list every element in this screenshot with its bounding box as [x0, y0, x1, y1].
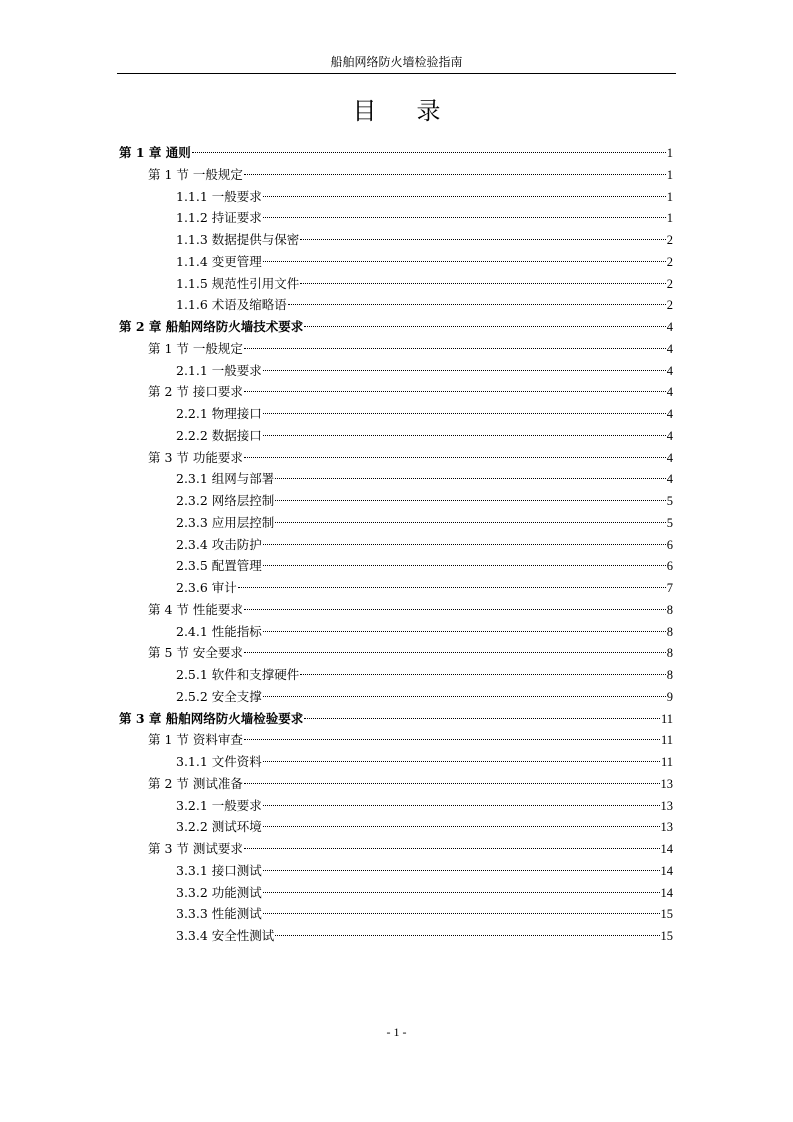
toc-entry[interactable]	[117, 294, 673, 316]
toc-entry-page: 1	[666, 146, 673, 160]
toc-leader-dots	[300, 239, 665, 240]
toc-entry[interactable]	[117, 338, 673, 360]
toc-entry[interactable]	[117, 751, 673, 773]
toc-entry-label: 1.1.4 变更管理	[176, 253, 262, 269]
toc-entry-label: 3.1.1 文件资料	[176, 754, 262, 769]
toc-leader-dots	[304, 326, 665, 327]
toc-leader-dots	[263, 370, 666, 371]
toc-leader-dots	[263, 435, 666, 436]
toc-entry-page: 2	[666, 298, 673, 313]
toc-leader-dots	[244, 174, 666, 175]
toc-leader-dots	[300, 283, 665, 284]
toc-entry-label: 3.2.1 一般要求	[176, 797, 262, 813]
toc-leader-dots	[275, 500, 665, 501]
toc-entry-page: 8	[666, 624, 673, 639]
toc-entry-label: 2.5.1 软件和支撑硬件	[176, 667, 300, 682]
toc-entry[interactable]	[117, 860, 673, 882]
toc-leader-dots	[263, 761, 660, 762]
toc-entry-label: 第 1 节 资料审查	[148, 732, 243, 748]
toc-entry[interactable]	[117, 599, 673, 621]
toc-entry[interactable]	[117, 447, 673, 469]
toc-leader-dots	[238, 587, 666, 588]
toc-entry-page: 8	[666, 646, 673, 661]
toc-entry-label: 第 3 节 测试要求	[148, 841, 243, 856]
toc-entry-label: 2.3.5 配置管理	[176, 558, 262, 574]
toc-entry-page: 2	[666, 276, 673, 291]
toc-entry-page: 2	[666, 233, 673, 247]
toc-entry[interactable]	[117, 773, 673, 795]
toc-entry-page: 1	[666, 189, 673, 204]
toc-entry-label: 1.1.3 数据提供与保密	[176, 232, 300, 247]
toc-leader-dots	[263, 544, 666, 545]
toc-entry-label: 3.3.3 性能测试	[176, 906, 262, 922]
toc-leader-dots	[263, 565, 666, 566]
toc-entry-page: 4	[666, 472, 673, 487]
toc-entry[interactable]	[117, 360, 673, 382]
toc-leader-dots	[300, 674, 665, 675]
toc-entry-page: 4	[666, 450, 673, 465]
toc-leader-dots	[263, 870, 660, 871]
toc-entry[interactable]	[117, 229, 673, 251]
toc-entry-page: 13	[660, 820, 673, 835]
toc-entry[interactable]	[117, 664, 673, 686]
toc-entry-page: 4	[666, 385, 673, 400]
toc-entry[interactable]	[117, 686, 673, 708]
toc-entry-page: 11	[660, 711, 673, 726]
toc-leader-dots	[275, 522, 665, 523]
toc-leader-dots	[244, 652, 666, 653]
toc-entry[interactable]	[117, 816, 673, 838]
toc-entry-label: 3.3.4 安全性测试	[176, 928, 275, 943]
toc-entry-page: 13	[660, 776, 673, 791]
toc-entry-page: 7	[666, 581, 673, 595]
toc-leader-dots	[263, 826, 660, 827]
toc-entry-label: 1.1.2 持证要求	[176, 210, 262, 226]
toc-entry-label: 第 3 节 功能要求	[148, 449, 243, 465]
toc-entry-label: 第 1 节 一般规定	[148, 166, 243, 182]
toc-entry-page: 9	[666, 689, 673, 704]
toc-entry[interactable]	[117, 882, 673, 904]
toc-entry-page: 5	[666, 494, 673, 508]
toc-entry[interactable]	[117, 729, 673, 751]
toc-leader-dots	[275, 478, 665, 479]
toc-entry-label: 3.2.2 测试环境	[176, 819, 262, 835]
toc-entry-label: 2.5.2 安全支撑	[176, 688, 262, 704]
toc-entry[interactable]	[117, 577, 673, 599]
toc-entry-label: 3.3.1 接口测试	[176, 862, 262, 878]
toc-entry-page: 6	[666, 559, 673, 574]
toc-entry-label: 2.3.6 审计	[176, 580, 237, 595]
toc-leader-dots	[263, 696, 666, 697]
toc-leader-dots	[244, 391, 666, 392]
toc-entry-label: 1.1.6 术语及缩略语	[176, 297, 287, 313]
toc-entry-page: 4	[666, 363, 673, 378]
toc-entry-page: 1	[666, 211, 673, 226]
toc-entry[interactable]	[117, 468, 673, 490]
toc-leader-dots	[263, 413, 666, 414]
toc-entry-label: 第 3 章 船舶网络防火墙检验要求	[119, 710, 304, 726]
toc-leader-dots	[244, 783, 660, 784]
toc-entry-page: 4	[666, 407, 673, 421]
toc-entry-label: 第 5 节 安全要求	[148, 645, 243, 661]
toc-entry[interactable]	[117, 425, 673, 447]
toc-entry[interactable]	[117, 555, 673, 577]
toc-entry[interactable]	[117, 708, 673, 730]
toc-entry-page: 6	[666, 537, 673, 552]
toc-entry-page: 11	[660, 733, 673, 748]
toc-entry[interactable]	[117, 795, 673, 817]
toc-leader-dots	[263, 217, 666, 218]
toc-leader-dots	[244, 848, 660, 849]
toc-entry-label: 3.3.2 功能测试	[176, 884, 262, 900]
toc-leader-dots	[304, 718, 660, 719]
toc-leader-dots	[288, 304, 666, 305]
toc-entry-label: 2.2.2 数据接口	[176, 427, 262, 443]
toc-entry-page: 11	[660, 755, 673, 769]
toc-leader-dots	[263, 892, 660, 893]
toc-leader-dots	[192, 152, 666, 153]
toc-entry[interactable]	[117, 621, 673, 643]
toc-entry-page: 5	[666, 515, 673, 530]
toc-entry-label: 2.2.1 物理接口	[176, 406, 262, 421]
toc-entry[interactable]	[117, 642, 673, 664]
toc-leader-dots	[244, 739, 660, 740]
toc-leader-dots	[244, 457, 666, 458]
toc-leader-dots	[263, 196, 666, 197]
toc-entry-page: 8	[666, 602, 673, 617]
running-header: 船舶网络防火墙检验指南	[330, 55, 463, 69]
toc-entry-label: 第 2 章 船舶网络防火墙技术要求	[119, 319, 304, 334]
toc-entry[interactable]	[117, 925, 673, 947]
toc-entry-page: 14	[660, 863, 673, 878]
toc-entry[interactable]	[117, 251, 673, 273]
toc-entry-page: 14	[660, 885, 673, 900]
toc-entry[interactable]	[117, 490, 673, 512]
toc-entry[interactable]	[117, 838, 673, 860]
toc-entry[interactable]	[117, 534, 673, 556]
toc-entry[interactable]	[117, 186, 673, 208]
toc-leader-dots	[263, 913, 660, 914]
toc-entry[interactable]	[117, 142, 673, 164]
toc-entry-page: 15	[660, 907, 673, 922]
toc-entry-label: 第 2 节 接口要求	[148, 384, 243, 400]
toc-entry-label: 第 1 章 通则	[119, 145, 191, 160]
toc-entry-label: 第 2 节 测试准备	[148, 775, 243, 791]
toc-leader-dots	[263, 805, 660, 806]
page-title: 目录	[352, 97, 481, 125]
toc-leader-dots	[275, 935, 659, 936]
toc-entry-page: 15	[660, 929, 673, 943]
toc-entry[interactable]	[117, 316, 673, 338]
header-rule	[117, 73, 676, 74]
toc-entry[interactable]	[117, 381, 673, 403]
toc-entry-label: 2.4.1 性能指标	[176, 623, 262, 639]
toc-entry-page: 4	[666, 320, 673, 334]
toc-entry-label: 第 1 节 一般规定	[148, 340, 243, 356]
toc-entry-page: 14	[660, 842, 673, 856]
page-number: - 1 -	[386, 1025, 407, 1039]
toc-entry-label: 1.1.1 一般要求	[176, 188, 262, 204]
toc-leader-dots	[263, 631, 666, 632]
toc-leader-dots	[244, 609, 666, 610]
toc-entry-page: 4	[666, 428, 673, 443]
toc-entry-label: 2.1.1 一般要求	[176, 362, 262, 378]
toc-entry-label: 第 4 节 性能要求	[148, 601, 243, 617]
toc-entry-label: 2.3.2 网络层控制	[176, 493, 275, 508]
toc-entry[interactable]	[117, 164, 673, 186]
toc-entry-label: 2.3.3 应用层控制	[176, 514, 275, 530]
toc-entry[interactable]	[117, 512, 673, 534]
toc-entry-page: 8	[666, 668, 673, 682]
toc-leader-dots	[244, 348, 666, 349]
toc-entry-label: 2.3.1 组网与部署	[176, 471, 275, 487]
toc-entry-page: 2	[666, 254, 673, 269]
toc-leader-dots	[263, 261, 666, 262]
toc-entry[interactable]	[117, 403, 673, 425]
toc-entry-label: 1.1.5 规范性引用文件	[176, 275, 300, 291]
toc-entry[interactable]	[117, 273, 673, 295]
toc-entry[interactable]	[117, 903, 673, 925]
toc-entry[interactable]	[117, 207, 673, 229]
toc-entry-page: 4	[666, 341, 673, 356]
toc-entry-label: 2.3.4 攻击防护	[176, 536, 262, 552]
table-of-contents	[117, 142, 673, 947]
toc-entry-page: 13	[660, 798, 673, 813]
toc-entry-page: 1	[666, 167, 673, 182]
